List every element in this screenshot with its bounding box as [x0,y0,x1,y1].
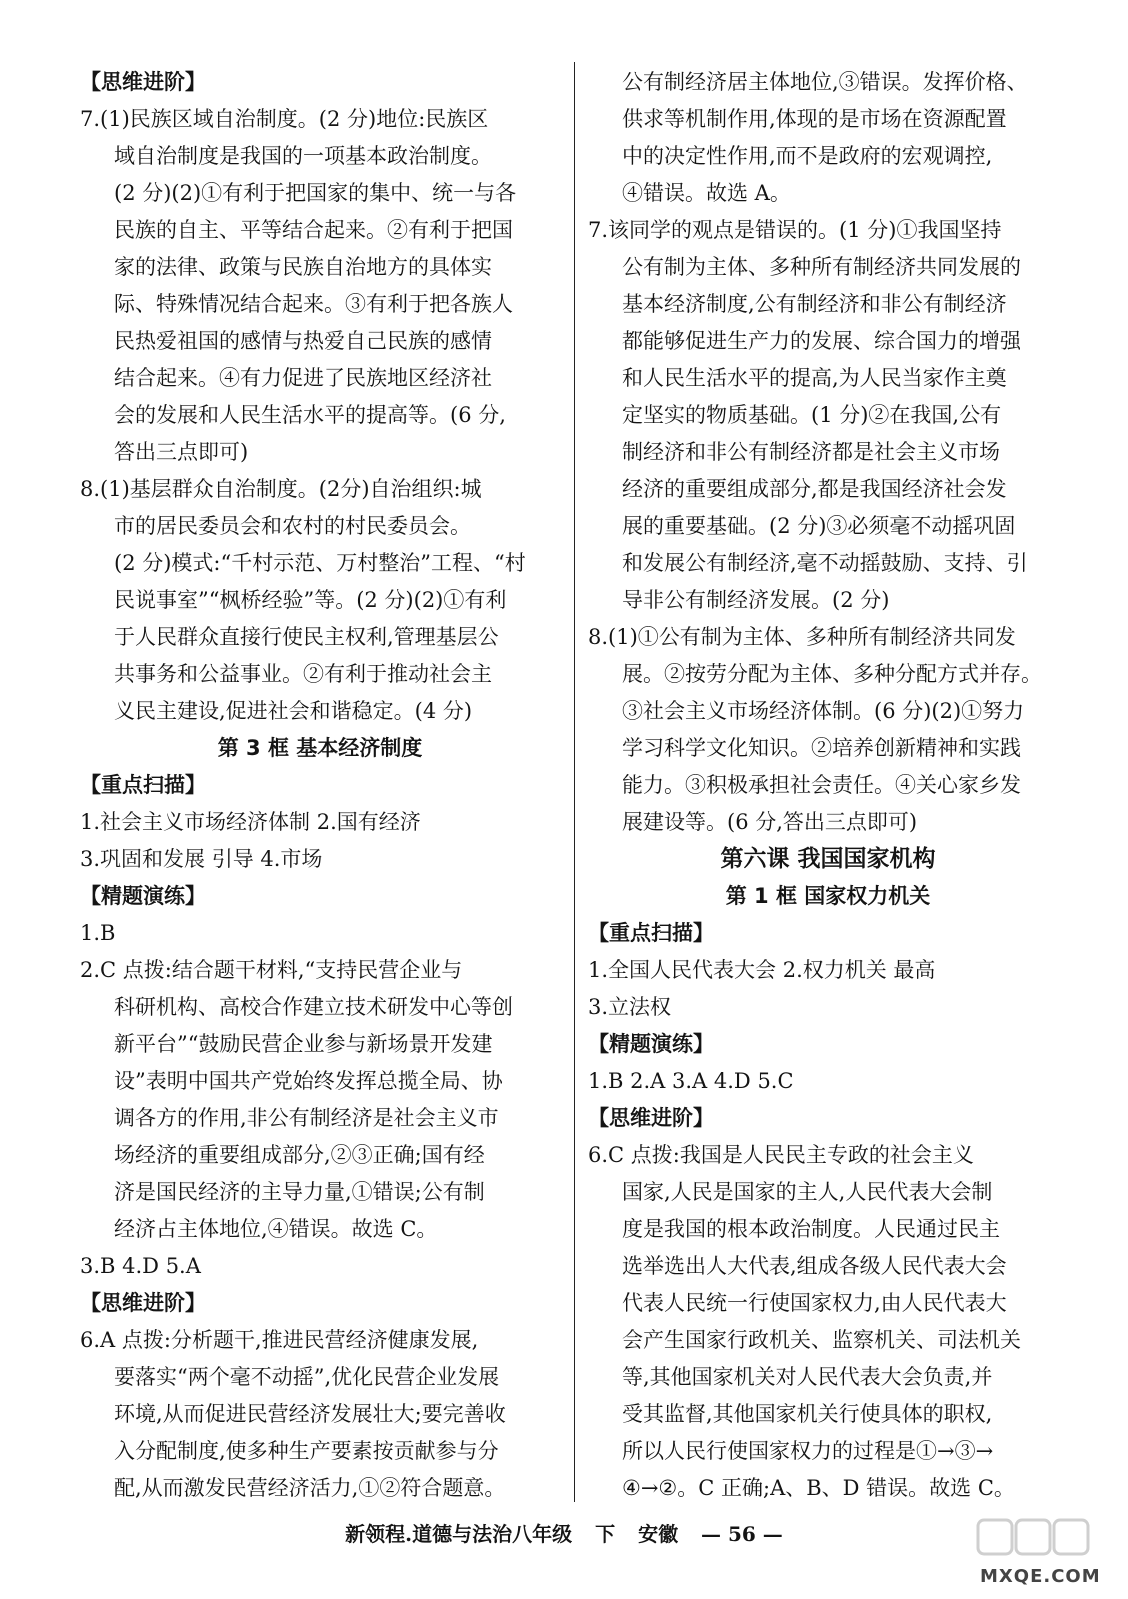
left-column-line: 济是国民经济的主导力量,①错误;公有制 [114,1180,485,1204]
left-column-line: 【精题演练】 [80,884,206,908]
right-column-line: 第六课 我国国家机构 [720,846,936,872]
footer-page-number: — 56 — [701,1522,783,1546]
footer-book-title: 新领程.道德与法治八年级 [345,1522,573,1546]
footer-volume: 下 [595,1522,616,1546]
left-column-line: 答出三点即可) [114,440,249,464]
right-column-line: 供求等机制作用,体现的是市场在资源配置 [622,107,1007,131]
left-column-line: 于人民群众直接行使民主权利,管理基层公 [114,625,499,649]
right-column-line: 【精题演练】 [588,1032,714,1056]
left-column-line: 3.巩固和发展 引导 4.市场 [80,847,323,871]
left-column-line: 市的居民委员会和农村的村民委员会。 [114,514,471,538]
right-column-line: 国家,人民是国家的主人,人民代表大会制 [622,1180,993,1204]
left-column-line: (2 分)模式:“千村示范、万村整治”工程、“村 [114,551,526,575]
right-column-line: ④错误。故选 A。 [622,181,791,205]
left-column-line: 要落实“两个毫不动摇”,优化民营企业发展 [114,1365,500,1389]
right-column-line: 第 1 框 国家权力机关 [725,884,931,908]
right-column-line: 7.该同学的观点是错误的。(1 分)①我国坚持 [588,218,1002,242]
right-column-line: 公有制为主体、多种所有制经济共同发展的 [622,255,1021,279]
left-column-line: 第 3 框 基本经济制度 [217,736,423,760]
left-column-line: 民族的自主、平等结合起来。②有利于把国 [114,218,513,242]
left-column-line: 家的法律、政策与民族自治地方的具体实 [114,255,492,279]
left-column-line: 6.A 点拨:分析题干,推进民营经济健康发展, [80,1328,479,1352]
left-column-line: 3.B 4.D 5.A [80,1254,201,1278]
right-column-line: 都能够促进生产力的发展、综合国力的增强 [622,329,1021,353]
right-column-line: 学习科学文化知识。②培养创新精神和实践 [622,736,1021,760]
left-column-line: 义民主建设,促进社会和谐稳定。(4 分) [114,699,473,723]
right-column-line: 经济的重要组成部分,都是我国经济社会发 [622,477,1007,501]
left-column-line: 【重点扫描】 [80,773,206,797]
right-column-line: 展。②按劳分配为主体、多种分配方式并存。 [622,662,1042,686]
right-column-line: 度是我国的根本政治制度。人民通过民主 [622,1217,1000,1241]
right-column-line: 等,其他国家机关对人民代表大会负责,并 [622,1365,993,1389]
left-column-line: 共事务和公益事业。②有利于推动社会主 [114,662,492,686]
page-footer [0,1518,1128,1547]
left-column-line: 经济占主体地位,④错误。故选 C。 [114,1217,438,1241]
right-column-line: 代表人民统一行使国家权力,由人民代表大 [622,1291,1007,1315]
left-column-line: 际、特殊情况结合起来。③有利于把各族人 [114,292,513,316]
right-column-line: 3.立法权 [588,995,672,1019]
right-column-line: 1.B 2.A 3.A 4.D 5.C [588,1069,794,1093]
left-column-line: 场经济的重要组成部分,②③正确;国有经 [114,1143,485,1167]
right-column-line: 和发展公有制经济,毫不动摇鼓励、支持、引 [622,551,1028,575]
column-divider [574,62,575,1502]
right-column-line: 展建设等。(6 分,答出三点即可) [622,810,918,834]
right-column-line: 1.全国人民代表大会 2.权力机关 最高 [588,958,936,982]
watermark-text: MXQE.COM [980,1566,1101,1587]
left-column-line: 环境,从而促进民营经济发展壮大;要完善收 [114,1402,506,1426]
right-column-line: 展的重要基础。(2 分)③必须毫不动摇巩固 [622,514,1016,538]
right-column-line: 基本经济制度,公有制经济和非公有制经济 [622,292,1007,316]
left-column-line: 会的发展和人民生活水平的提高等。(6 分, [114,403,506,427]
right-column-line: ④→②。C 正确;A、B、D 错误。故选 C。 [622,1476,1015,1500]
left-column-line: 配,从而激发民营经济活力,①②符合题意。 [114,1476,506,1500]
left-column-line: 新平台”“鼓励民营企业参与新场景开发建 [114,1032,493,1056]
left-column-line: 【思维进阶】 [80,1291,206,1315]
right-column-line: 公有制经济居主体地位,③错误。发挥价格、 [622,70,1028,94]
left-column-line: 【思维进阶】 [80,70,206,94]
left-column-line: 域自治制度是我国的一项基本政治制度。 [114,144,492,168]
right-column-line: 定坚实的物质基础。(1 分)②在我国,公有 [622,403,1002,427]
right-column-line: 中的决定性作用,而不是政府的宏观调控, [622,144,993,168]
left-column-line: 1.社会主义市场经济体制 2.国有经济 [80,810,421,834]
right-column-line: 和人民生活水平的提高,为人民当家作主奠 [622,366,1007,390]
left-column-line: 调各方的作用,非公有制经济是社会主义市 [114,1106,499,1130]
left-column [80,64,560,1507]
left-column-line: 1.B [80,921,116,945]
left-column-line: 2.C 点拨:结合题干材料,“支持民营企业与 [80,958,463,982]
left-column-line: 民热爱祖国的感情与热爱自己民族的感情 [114,329,492,353]
right-column-line: 选举选出人大代表,组成各级人民代表大会 [622,1254,1007,1278]
left-column-line: 8.(1)基层群众自治制度。(2分)自治组织:城 [80,477,482,501]
left-column-line: 结合起来。④有力促进了民族地区经济社 [114,366,492,390]
right-column-line: 6.C 点拨:我国是人民民主专政的社会主义 [588,1143,974,1167]
left-column-line: 入分配制度,使多种生产要素按贡献参与分 [114,1439,499,1463]
left-column-line: 设”表明中国共产党始终发挥总揽全局、协 [114,1069,503,1093]
left-column-line: 7.(1)民族区域自治制度。(2 分)地位:民族区 [80,107,489,131]
right-column [588,64,1068,1507]
right-column-line: 会产生国家行政机关、监察机关、司法机关 [622,1328,1021,1352]
footer-region: 安徽 [638,1522,679,1546]
right-column-line: 导非公有制经济发展。(2 分) [622,588,890,612]
left-column-line: 科研机构、高校合作建立技术研发中心等创 [114,995,513,1019]
right-column-line: 【思维进阶】 [588,1106,714,1130]
right-column-line: ③社会主义市场经济体制。(6 分)(2)①努力 [622,699,1025,723]
right-column-line: 制经济和非公有制经济都是社会主义市场 [622,440,1000,464]
left-column-line: (2 分)(2)①有利于把国家的集中、统一与各 [114,181,517,205]
right-column-line: 8.(1)①公有制为主体、多种所有制经济共同发 [588,625,1016,649]
right-column-line: 能力。③积极承担社会责任。④关心家乡发 [622,773,1021,797]
right-column-line: 受其监督,其他国家机关行使具体的职权, [622,1402,993,1426]
right-column-line: 所以人民行使国家权力的过程是①→③→ [622,1439,994,1463]
right-column-line: 【重点扫描】 [588,921,714,945]
left-column-line: 民说事室”“枫桥经验”等。(2 分)(2)①有利 [114,588,507,612]
